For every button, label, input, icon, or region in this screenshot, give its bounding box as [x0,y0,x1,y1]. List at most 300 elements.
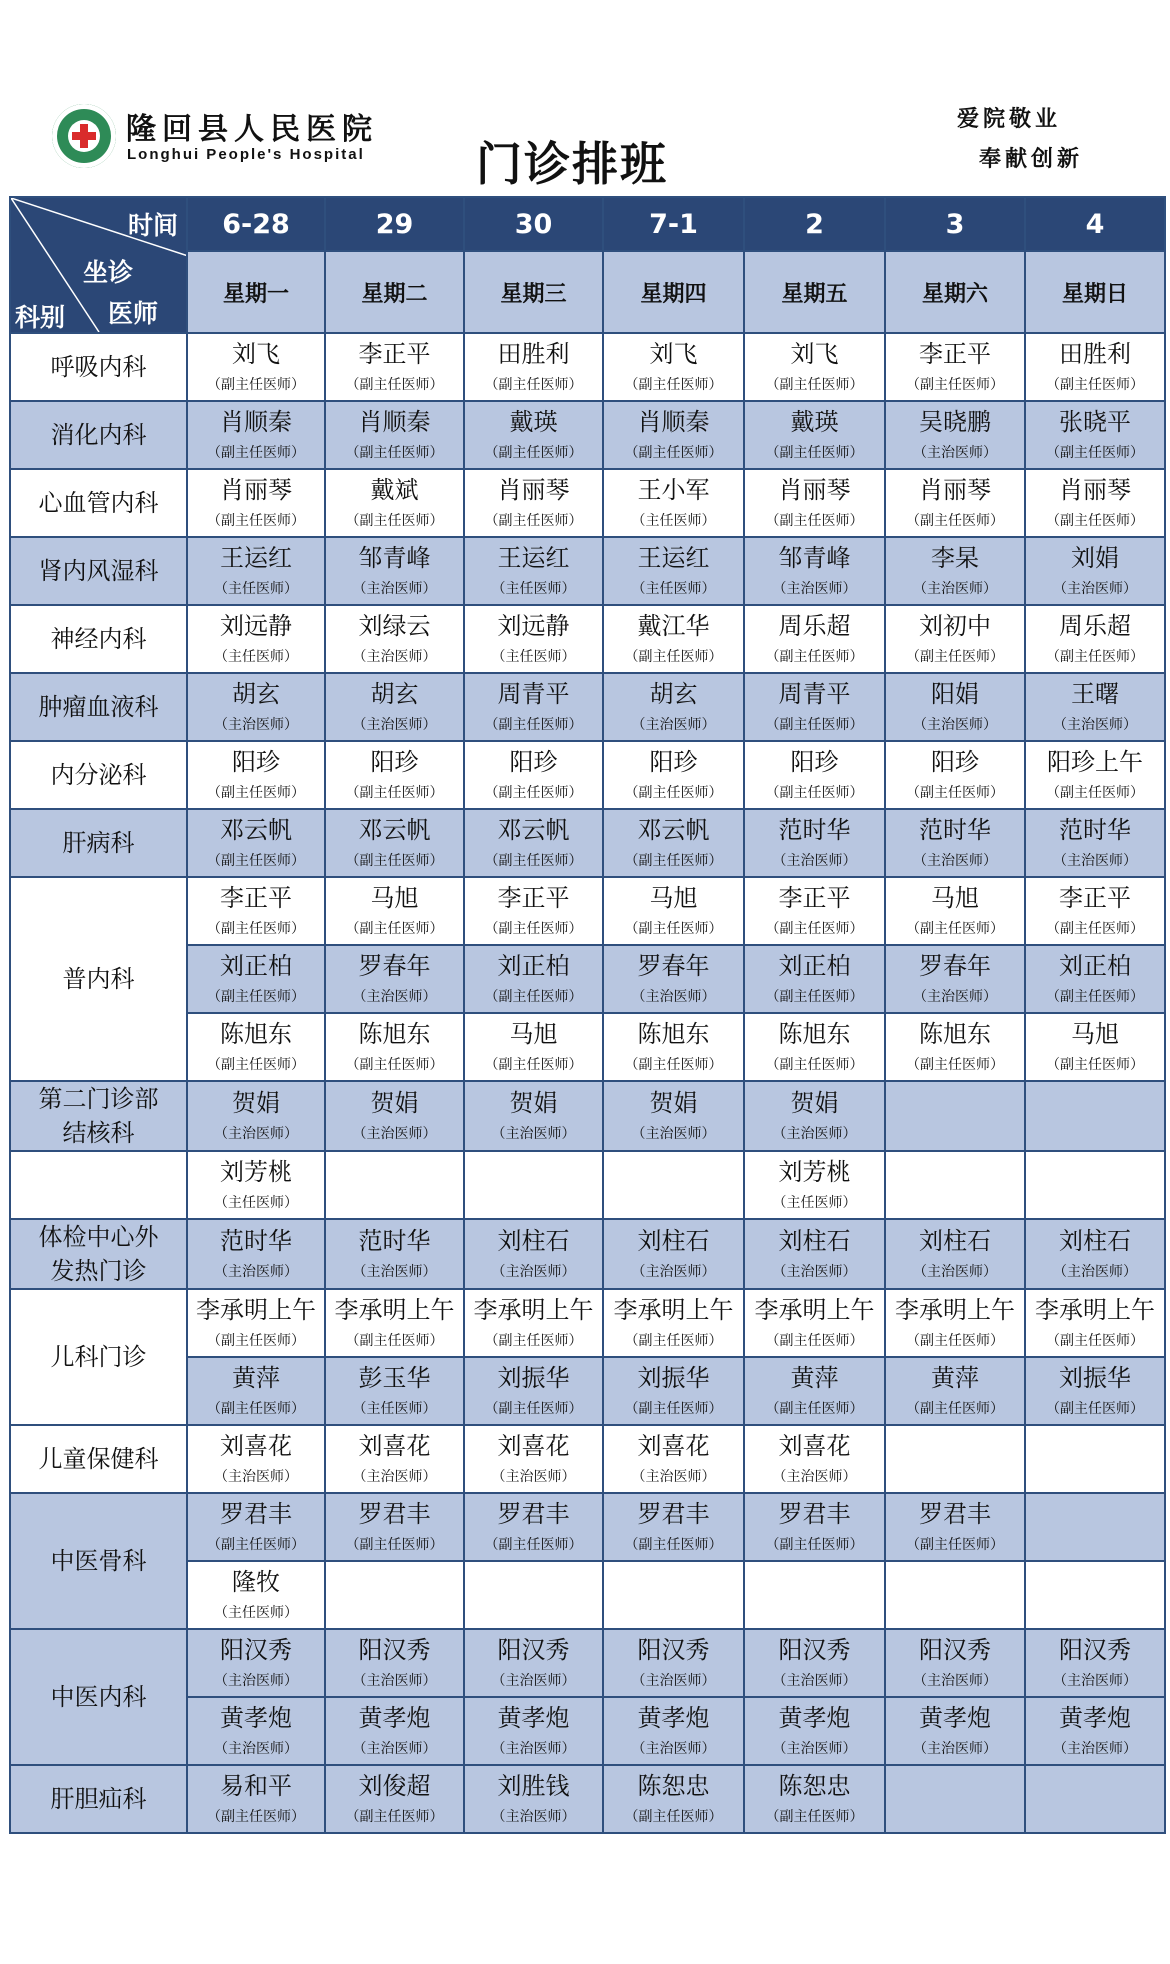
doctor-name: 刘胜钱 [497,1772,570,1800]
page-title: 门诊排班 [476,137,668,191]
department-name: 肝病科 [62,829,135,857]
doctor-name: 范时华 [1059,816,1131,844]
doctor-name: 胡玄 [649,680,698,708]
doctor-title: （副主任医师） [207,445,305,461]
doctor-title: （副主任医师） [484,1057,583,1073]
doctor-cell [464,673,603,741]
doctor-cell [885,1765,1025,1833]
doctor-title: （副主任医师） [765,1057,864,1073]
doctor-cell [464,401,603,469]
doctor-name: 陈恕忠 [778,1772,851,1800]
doctor-name: 贺娟 [649,1089,698,1117]
doctor-title: （副主任医师） [207,1401,305,1417]
corner-header [10,197,187,333]
weekday-header: 星期二 [325,251,464,333]
doctor-cell [603,333,744,401]
doctor-title: （副主任医师） [624,921,723,937]
doctor-name: 陈旭东 [358,1020,431,1048]
doctor-cell [885,1493,1025,1561]
doctor-name: 罗春年 [358,952,431,980]
doctor-title: （主治医师） [772,1741,857,1757]
doctor-name: 戴瑛 [790,408,839,436]
doctor-title: （主治医师） [772,1264,857,1280]
doctor-title: （副主任医师） [765,1333,864,1349]
doctor-cell [603,945,744,1013]
doctor-title: （副主任医师） [207,1333,305,1349]
doctor-cell [885,741,1025,809]
doctor-title: （副主任医师） [1046,1401,1144,1417]
doctor-title: （主治医师） [491,1264,576,1280]
schedule-row [10,1425,1165,1493]
doctor-title: （副主任医师） [906,1333,1004,1349]
doctor-name: 周乐超 [1059,612,1131,640]
doctor-cell [603,1219,744,1289]
doctor-cell [744,1629,885,1697]
doctor-name: 陈恕忠 [637,1772,710,1800]
doctor-title: （主任医师） [214,649,298,665]
doctor-name: 刘初中 [919,612,991,640]
schedule-row [10,605,1165,673]
doctor-name: 邓云帆 [497,816,570,844]
date-header: 6-28 [187,197,325,251]
doctor-title: （副主任医师） [906,513,1004,529]
doctor-title: （副主任医师） [906,1057,1004,1073]
doctor-title: （主治医师） [913,445,997,461]
doctor-name: 黄萍 [790,1364,839,1392]
doctor-cell [885,1219,1025,1289]
doctor-name: 李杲 [931,544,979,572]
doctor-cell [187,333,325,401]
doctor-cell [603,537,744,605]
doctor-cell [1025,469,1165,537]
doctor-name: 贺娟 [370,1089,419,1117]
doctor-cell [603,1425,744,1493]
doctor-title: （主任医师） [491,581,576,597]
doctor-name: 胡玄 [232,680,280,708]
doctor-name: 刘飞 [790,340,839,368]
doctor-cell [885,1425,1025,1493]
doctor-cell [1025,1219,1165,1289]
motto-line-1: 爱院敬业 [957,106,1062,132]
doctor-name: 肖丽琴 [919,476,991,504]
doctor-cell [603,1493,744,1561]
doctor-name: 罗君丰 [778,1500,851,1528]
doctor-name: 刘柱石 [1059,1227,1131,1255]
department-cell [10,1629,187,1765]
doctor-title: （副主任医师） [207,989,305,1005]
doctor-name: 黄萍 [931,1364,979,1392]
doctor-cell [1025,1765,1165,1833]
doctor-name: 刘正柏 [497,952,570,980]
doctor-title: （副主任医师） [624,1537,723,1553]
doctor-cell [187,1425,325,1493]
doctor-cell [1025,401,1165,469]
doctor-name: 马旭 [370,884,419,912]
doctor-cell [464,1013,603,1081]
doctor-title: （副主任医师） [765,1809,864,1825]
doctor-title: （副主任医师） [345,377,444,393]
doctor-name: 阳汉秀 [358,1636,431,1664]
corner-dept-label: 科别 [15,303,66,332]
doctor-cell [325,877,464,945]
doctor-title: （副主任医师） [345,1809,444,1825]
doctor-title: （副主任医师） [624,649,723,665]
doctor-title: （副主任医师） [484,445,583,461]
doctor-title: （副主任医师） [345,1057,444,1073]
department-cell [10,1493,187,1629]
doctor-cell [603,1697,744,1765]
doctor-cell [187,469,325,537]
doctor-cell [187,1629,325,1697]
corner-time-label: 时间 [127,211,178,240]
date-header: 2 [744,197,885,251]
doctor-cell [744,1013,885,1081]
schedule-row [10,333,1165,401]
department-cell [10,401,187,469]
doctor-cell [744,1219,885,1289]
doctor-title: （主治医师） [631,1741,716,1757]
doctor-cell [187,1081,325,1151]
doctor-title: （副主任医师） [1046,649,1144,665]
doctor-cell [744,469,885,537]
doctor-title: （主治医师） [631,1126,716,1142]
doctor-cell [325,333,464,401]
doctor-name: 刘喜花 [358,1432,431,1460]
doctor-title: （主治医师） [631,989,716,1005]
doctor-cell [1025,1357,1165,1425]
doctor-title: （副主任医师） [207,853,305,869]
doctor-name: 黄孝炮 [220,1704,292,1732]
doctor-title: （主治医师） [352,1126,437,1142]
doctor-cell [1025,1493,1165,1561]
doctor-cell [885,1629,1025,1697]
doctor-name: 王运红 [220,544,292,572]
doctor-title: （副主任医师） [765,649,864,665]
weekday-header: 星期一 [187,251,325,333]
doctor-title: （副主任医师） [765,785,864,801]
weekday-header: 星期五 [744,251,885,333]
doctor-name: 邹青峰 [358,544,431,572]
doctor-title: （副主任医师） [207,1809,305,1825]
doctor-title: （主治医师） [352,1673,437,1689]
doctor-cell [1025,741,1165,809]
doctor-cell [325,1357,464,1425]
doctor-title: （副主任医师） [207,921,305,937]
doctor-title: （副主任医师） [765,717,864,733]
doctor-title: （副主任医师） [484,785,583,801]
department-cell [10,333,187,401]
department-cell [10,1289,187,1425]
department-cell [10,537,187,605]
doctor-name: 罗君丰 [358,1500,431,1528]
doctor-cell [325,1081,464,1151]
doctor-cell [603,673,744,741]
doctor-cell [885,1081,1025,1151]
doctor-name: 马旭 [1071,1020,1119,1048]
doctor-cell [325,1561,464,1629]
doctor-name: 李正平 [358,340,431,368]
doctor-cell [744,1081,885,1151]
department-name: 发热门诊 [50,1257,147,1285]
doctor-cell [1025,673,1165,741]
department-name: 肿瘤血液科 [38,693,159,721]
doctor-title: （副主任医师） [906,921,1004,937]
doctor-name: 刘振华 [637,1364,710,1392]
schedule-row [10,469,1165,537]
doctor-name: 刘喜花 [778,1432,851,1460]
doctor-title: （副主任医师） [207,513,305,529]
schedule-row [10,673,1165,741]
department-cell [10,469,187,537]
doctor-name: 王曙 [1071,680,1119,708]
doctor-cell [464,1697,603,1765]
doctor-cell [464,1425,603,1493]
schedule-row [10,401,1165,469]
doctor-title: （副主任医师） [207,785,305,801]
doctor-title: （副主任医师） [906,377,1004,393]
doctor-cell [1025,605,1165,673]
doctor-cell [464,1151,603,1219]
doctor-name: 陈旭东 [919,1020,991,1048]
weekday-header: 星期三 [464,251,603,333]
doctor-cell [744,877,885,945]
doctor-title: （副主任医师） [765,445,864,461]
doctor-cell [187,741,325,809]
doctor-name: 阳汉秀 [220,1636,292,1664]
doctor-title: （主任医师） [214,1605,298,1621]
doctor-title: （副主任医师） [345,853,444,869]
doctor-cell [885,401,1025,469]
doctor-name: 阳珍上午 [1047,748,1143,776]
doctor-cell [744,673,885,741]
doctor-name: 李承明上午 [334,1296,455,1324]
doctor-cell [187,1151,325,1219]
doctor-title: （主治医师） [214,1741,298,1757]
doctor-cell [325,1493,464,1561]
doctor-title: （主任医师） [352,1401,437,1417]
doctor-title: （副主任医师） [1046,1057,1144,1073]
doctor-name: 罗春年 [919,952,991,980]
doctor-cell [325,1629,464,1697]
department-name: 第二门诊部 [38,1085,159,1113]
doctor-cell [603,1357,744,1425]
doctor-name: 阳珍 [790,748,839,776]
doctor-name: 陈旭东 [778,1020,851,1048]
schedule-row [10,1219,1165,1289]
department-name: 神经内科 [50,625,147,653]
doctor-cell [464,1765,603,1833]
doctor-title: （主治医师） [491,1126,576,1142]
doctor-cell [885,945,1025,1013]
doctor-cell [885,1151,1025,1219]
doctor-title: （副主任医师） [484,1333,583,1349]
doctor-cell [744,537,885,605]
doctor-name: 马旭 [509,1020,558,1048]
doctor-title: （主治医师） [1053,853,1137,869]
doctor-title: （副主任医师） [207,1537,305,1553]
department-name: 肾内风湿科 [38,557,159,585]
doctor-name: 刘正柏 [1059,952,1131,980]
doctor-title: （主任医师） [631,513,716,529]
doctor-cell [885,877,1025,945]
doctor-cell [885,1357,1025,1425]
doctor-title: （主治医师） [913,581,997,597]
date-header: 30 [464,197,603,251]
doctor-title: （副主任医师） [765,513,864,529]
doctor-title: （主治医师） [631,1469,716,1485]
doctor-cell [744,945,885,1013]
doctor-name: 李正平 [778,884,851,912]
doctor-name: 李承明上午 [473,1296,594,1324]
doctor-name: 邹青峰 [778,544,851,572]
doctor-name: 隆牧 [232,1568,280,1596]
doctor-name: 贺娟 [509,1089,558,1117]
doctor-name: 吴晓鹏 [919,408,991,436]
doctor-title: （主治医师） [352,649,437,665]
doctor-name: 邓云帆 [358,816,431,844]
doctor-cell [744,1357,885,1425]
doctor-title: （副主任医师） [484,377,583,393]
doctor-title: （副主任医师） [1046,921,1144,937]
doctor-name: 黄孝炮 [919,1704,991,1732]
date-header: 3 [885,197,1025,251]
doctor-name: 刘振华 [1059,1364,1131,1392]
department-cell [10,877,187,1081]
doctor-cell [464,1219,603,1289]
motto-line-2: 奉献创新 [979,146,1084,172]
doctor-name: 阳珍 [509,748,558,776]
doctor-name: 罗君丰 [497,1500,570,1528]
doctor-title: （副主任医师） [345,1537,444,1553]
doctor-title: （副主任医师） [906,649,1004,665]
doctor-cell [603,1629,744,1697]
doctor-name: 肖丽琴 [497,476,570,504]
doctor-name: 刘远静 [220,612,292,640]
doctor-title: （副主任医师） [906,785,1004,801]
doctor-cell [603,877,744,945]
doctor-cell [187,605,325,673]
doctor-cell [464,1493,603,1561]
doctor-title: （副主任医师） [1046,513,1144,529]
doctor-title: （副主任医师） [1046,377,1144,393]
doctor-title: （主治医师） [491,1673,576,1689]
doctor-title: （副主任医师） [207,1057,305,1073]
doctor-title: （主治医师） [913,1741,997,1757]
doctor-cell [744,1561,885,1629]
doctor-name: 黄孝炮 [637,1704,710,1732]
doctor-cell [325,809,464,877]
doctor-cell [187,1013,325,1081]
doctor-title: （主治医师） [491,1469,576,1485]
doctor-cell [464,1629,603,1697]
weekday-header: 星期日 [1025,251,1165,333]
doctor-name: 陈旭东 [637,1020,710,1048]
doctor-cell [325,1013,464,1081]
doctor-name: 黄孝炮 [358,1704,431,1732]
doctor-cell [187,1219,325,1289]
doctor-name: 刘正柏 [220,952,292,980]
doctor-title: （副主任医师） [345,921,444,937]
hospital-name-cn: 隆回县人民医院 [126,112,378,147]
doctor-cell [885,809,1025,877]
doctor-title: （主治医师） [214,1673,298,1689]
doctor-name: 阳汉秀 [637,1636,710,1664]
doctor-cell [187,1493,325,1561]
doctor-cell [464,741,603,809]
doctor-name: 肖顺秦 [220,408,292,436]
doctor-title: （主治医师） [352,989,437,1005]
doctor-cell [1025,877,1165,945]
doctor-name: 李正平 [919,340,991,368]
doctor-title: （主治医师） [491,1741,576,1757]
doctor-name: 刘正柏 [778,952,851,980]
doctor-cell [187,537,325,605]
doctor-cell [325,1219,464,1289]
doctor-name: 刘芳桃 [220,1158,292,1186]
doctor-cell [464,1289,603,1357]
doctor-cell [885,1561,1025,1629]
doctor-name: 肖顺秦 [358,408,431,436]
doctor-title: （副主任医师） [1046,1333,1144,1349]
schedule-row [10,1289,1165,1357]
doctor-title: （主治医师） [772,1126,857,1142]
doctor-cell [885,1013,1025,1081]
doctor-title: （副主任医师） [765,377,864,393]
doctor-name: 阳汉秀 [497,1636,570,1664]
doctor-cell [1025,333,1165,401]
doctor-name: 黄孝炮 [497,1704,570,1732]
doctor-title: （主任医师） [631,581,716,597]
doctor-cell [744,741,885,809]
doctor-title: （主治医师） [352,581,437,597]
doctor-name: 王运红 [497,544,570,572]
date-header: 4 [1025,197,1165,251]
doctor-cell [1025,1629,1165,1697]
doctor-cell [744,1151,885,1219]
doctor-name: 李正平 [1059,884,1131,912]
doctor-name: 戴瑛 [509,408,558,436]
doctor-cell [603,469,744,537]
doctor-name: 范时华 [778,816,851,844]
doctor-name: 刘远静 [497,612,570,640]
weekday-header: 星期四 [603,251,744,333]
department-cell [10,605,187,673]
doctor-title: （主治医师） [913,853,997,869]
doctor-title: （副主任医师） [765,921,864,937]
doctor-title: （副主任医师） [765,1401,864,1417]
doctor-cell [1025,1425,1165,1493]
doctor-name: 刘柱石 [637,1227,710,1255]
doctor-name: 刘飞 [232,340,280,368]
doctor-cell [187,945,325,1013]
doctor-title: （主任医师） [491,649,576,665]
doctor-cell [325,1151,464,1219]
department-cell [10,1219,187,1289]
corner-doctor-label: 医师 [107,299,158,328]
doctor-name: 周乐超 [778,612,851,640]
department-cell [10,809,187,877]
doctor-cell [464,945,603,1013]
doctor-title: （主治医师） [214,1469,298,1485]
doctor-title: （主治医师） [913,989,997,1005]
department-cell [10,741,187,809]
doctor-title: （副主任医师） [345,1333,444,1349]
doctor-name: 张晓平 [1059,408,1131,436]
doctor-cell [464,537,603,605]
doctor-title: （主治医师） [491,1809,576,1825]
schedule-row [10,877,1165,945]
doctor-cell [603,741,744,809]
